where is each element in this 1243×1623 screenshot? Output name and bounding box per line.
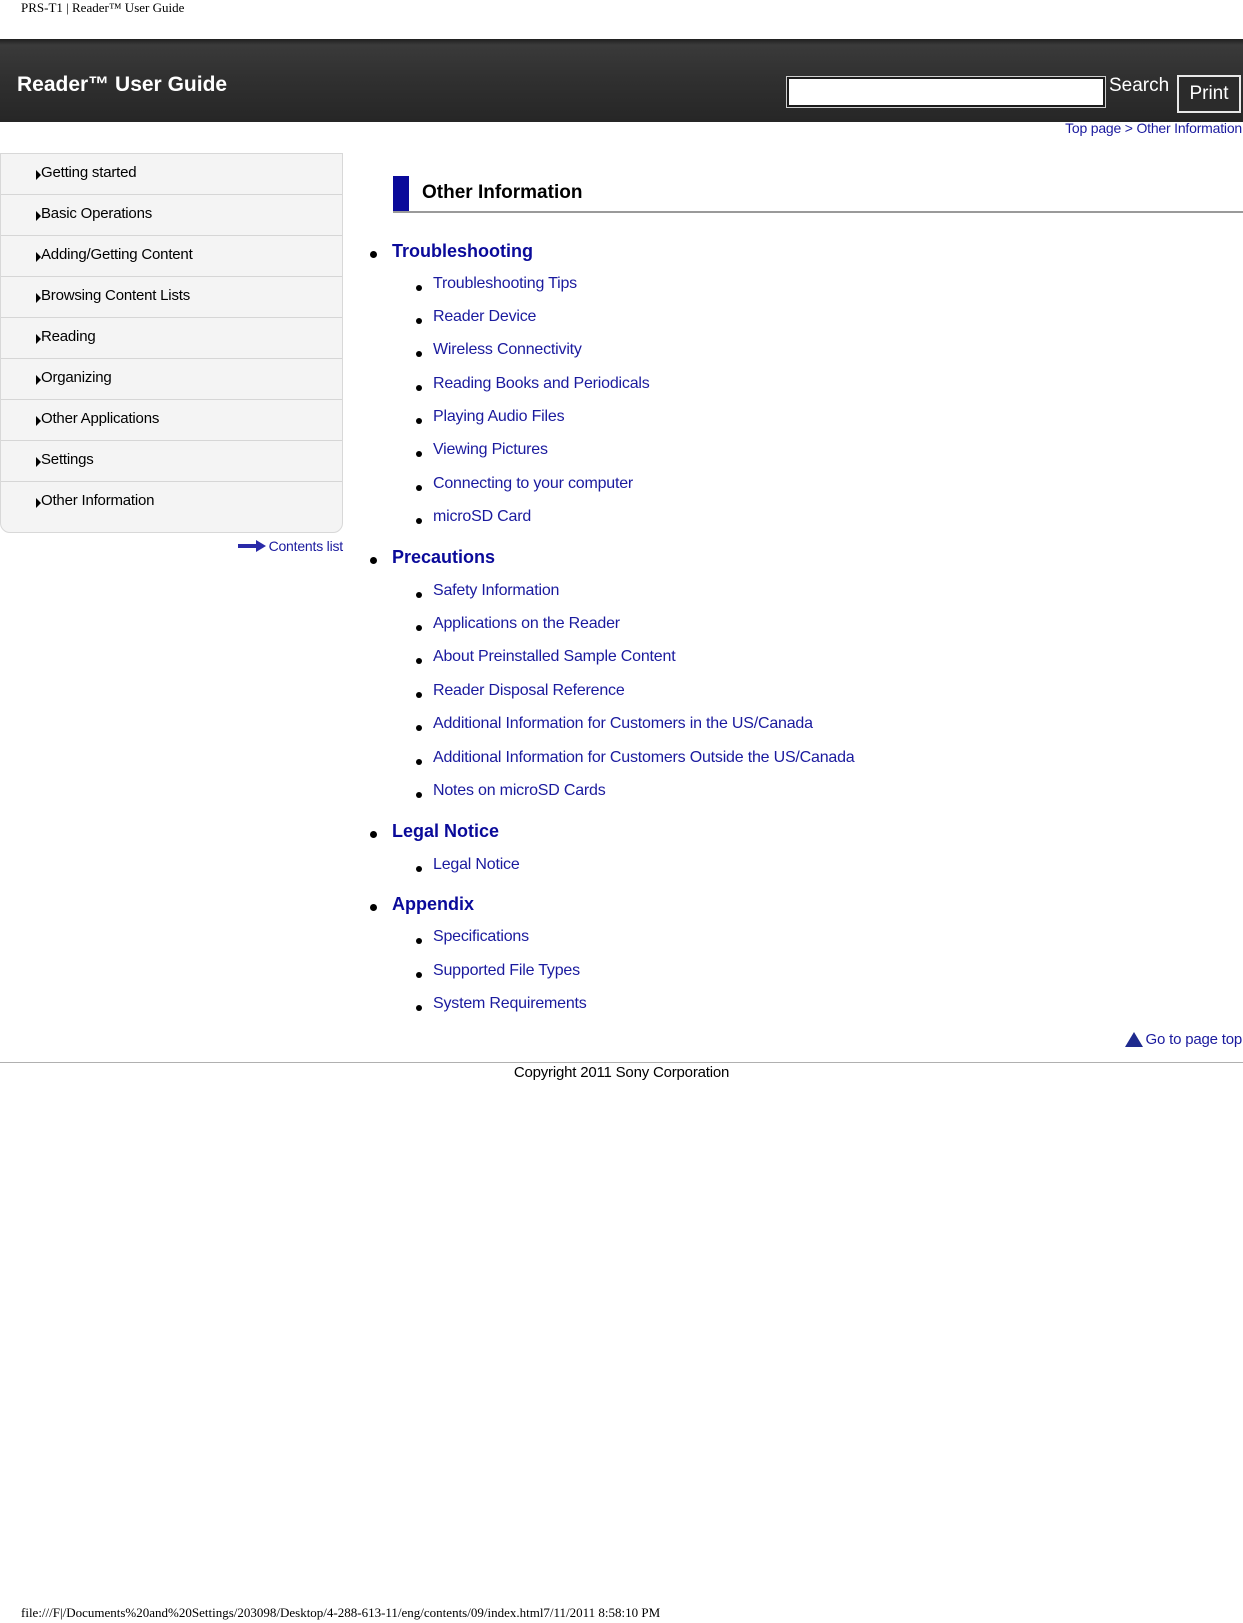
bullet-icon bbox=[416, 625, 422, 631]
bullet-icon bbox=[370, 557, 377, 564]
bullet-icon bbox=[416, 725, 422, 731]
group-title-legal-notice[interactable]: Legal Notice bbox=[392, 821, 500, 841]
link-preinstalled-content[interactable]: About Preinstalled Sample Content bbox=[433, 648, 676, 665]
bullet-icon bbox=[416, 692, 422, 698]
sidebar-item-reading[interactable] bbox=[1, 318, 342, 359]
link-notes-microsd[interactable]: Notes on microSD Cards bbox=[433, 782, 606, 799]
bullet-icon bbox=[416, 485, 422, 491]
bullet-icon bbox=[416, 759, 422, 765]
bullet-icon bbox=[416, 451, 422, 457]
triangle-right-icon bbox=[36, 457, 41, 467]
sidebar-item-label: Getting started bbox=[41, 164, 137, 181]
copyright-text: Copyright 2011 Sony Corporation bbox=[513, 1064, 730, 1081]
link-wireless-connectivity[interactable]: Wireless Connectivity bbox=[433, 341, 582, 358]
triangle-right-icon bbox=[36, 334, 41, 344]
print-header: PRS-T1 | Reader™ User Guide bbox=[21, 0, 185, 15]
link-microsd-card[interactable]: microSD Card bbox=[433, 508, 532, 525]
search-button[interactable]: Search bbox=[1109, 75, 1170, 96]
sidebar-item-label: Basic Operations bbox=[41, 205, 153, 222]
link-connecting-computer[interactable]: Connecting to your computer bbox=[433, 475, 634, 492]
link-troubleshooting-tips[interactable]: Troubleshooting Tips bbox=[433, 275, 577, 292]
print-button[interactable]: Print bbox=[1177, 75, 1241, 113]
link-viewing-pictures[interactable]: Viewing Pictures bbox=[433, 441, 548, 458]
sidebar-item-adding-content[interactable] bbox=[1, 236, 342, 277]
triangle-right-icon bbox=[36, 252, 41, 262]
bullet-icon bbox=[416, 972, 422, 978]
bullet-icon bbox=[416, 385, 422, 391]
breadcrumb-top-page[interactable]: Top page bbox=[1065, 120, 1122, 136]
go-to-page-top-label: Go to page top bbox=[1145, 1031, 1242, 1048]
sidebar-item-label: Organizing bbox=[41, 369, 112, 386]
sidebar-item-label: Reading bbox=[41, 328, 96, 345]
triangle-right-icon bbox=[36, 375, 41, 385]
contents-list-link[interactable] bbox=[238, 538, 343, 554]
bullet-icon bbox=[416, 1005, 422, 1011]
breadcrumb-separator: > bbox=[1121, 120, 1137, 136]
file-path-footer: file:///F|/Documents%20and%20Settings/203098/Desktop/4-288-613-11/eng/contents/09/index.html7/11/2011 8:58:10 PM bbox=[21, 1605, 661, 1620]
link-legal-notice[interactable]: Legal Notice bbox=[433, 856, 520, 873]
breadcrumb-current[interactable]: Other Information bbox=[1136, 120, 1242, 136]
go-to-page-top-link[interactable] bbox=[1125, 1031, 1242, 1048]
group-title-appendix[interactable]: Appendix bbox=[392, 894, 475, 914]
sidebar-item-other-information[interactable] bbox=[1, 482, 342, 523]
bullet-icon bbox=[416, 285, 422, 291]
link-reading-books[interactable]: Reading Books and Periodicals bbox=[433, 375, 650, 392]
bullet-icon bbox=[416, 418, 422, 424]
header-banner bbox=[0, 39, 1243, 122]
arrow-right-icon bbox=[238, 540, 266, 552]
sidebar-item-other-applications[interactable] bbox=[1, 400, 342, 441]
group-title-troubleshooting[interactable]: Troubleshooting bbox=[392, 241, 533, 261]
link-info-outside-us-canada[interactable]: Additional Information for Customers Outside the US/Canada bbox=[433, 749, 855, 766]
sidebar-item-organizing[interactable] bbox=[1, 359, 342, 400]
sidebar-item-label: Other Information bbox=[41, 492, 155, 509]
triangle-right-icon bbox=[36, 211, 41, 221]
bullet-icon bbox=[370, 831, 377, 838]
bullet-icon bbox=[370, 251, 377, 258]
bullet-icon bbox=[416, 866, 422, 872]
link-applications-reader[interactable]: Applications on the Reader bbox=[433, 615, 620, 632]
bullet-icon bbox=[416, 792, 422, 798]
heading-bar bbox=[393, 176, 409, 211]
link-system-requirements[interactable]: System Requirements bbox=[433, 995, 587, 1012]
app-title: Reader™ User Guide bbox=[17, 73, 228, 96]
bullet-icon bbox=[416, 518, 422, 524]
sidebar-item-browsing-content[interactable] bbox=[1, 277, 342, 318]
link-playing-audio[interactable]: Playing Audio Files bbox=[433, 408, 565, 425]
link-disposal-reference[interactable]: Reader Disposal Reference bbox=[433, 682, 625, 699]
link-reader-device[interactable]: Reader Device bbox=[433, 308, 537, 325]
footer-divider bbox=[0, 1062, 1243, 1063]
sidebar-item-basic-operations[interactable] bbox=[1, 195, 342, 236]
section-heading bbox=[393, 176, 1243, 213]
group-title-precautions[interactable]: Precautions bbox=[392, 547, 496, 567]
search-input[interactable] bbox=[787, 77, 1105, 107]
sidebar-item-label: Browsing Content Lists bbox=[41, 287, 191, 304]
bullet-icon bbox=[416, 351, 422, 357]
page-title: Other Information bbox=[422, 182, 583, 203]
link-supported-file-types[interactable]: Supported File Types bbox=[433, 962, 580, 979]
link-info-us-canada[interactable]: Additional Information for Customers in the US/Canada bbox=[433, 715, 813, 732]
bullet-icon bbox=[416, 318, 422, 324]
bullet-icon bbox=[416, 938, 422, 944]
triangle-right-icon bbox=[36, 416, 41, 426]
contents-list-label: Contents list bbox=[268, 538, 343, 554]
sidebar-item-label: Other Applications bbox=[41, 410, 160, 427]
bullet-icon bbox=[416, 658, 422, 664]
breadcrumb bbox=[1065, 120, 1242, 136]
bullet-icon bbox=[416, 592, 422, 598]
bullet-icon bbox=[370, 904, 377, 911]
sidebar-item-settings[interactable] bbox=[1, 441, 342, 482]
sidebar-nav bbox=[0, 153, 343, 533]
triangle-up-icon bbox=[1125, 1032, 1143, 1047]
sidebar-item-label: Adding/Getting Content bbox=[41, 246, 193, 263]
triangle-right-icon bbox=[36, 498, 41, 508]
link-safety-information[interactable]: Safety Information bbox=[433, 582, 560, 599]
triangle-right-icon bbox=[36, 170, 41, 180]
sidebar-item-label: Settings bbox=[41, 451, 94, 468]
triangle-right-icon bbox=[36, 293, 41, 303]
link-specifications[interactable]: Specifications bbox=[433, 928, 529, 945]
sidebar-item-getting-started[interactable] bbox=[1, 154, 342, 195]
